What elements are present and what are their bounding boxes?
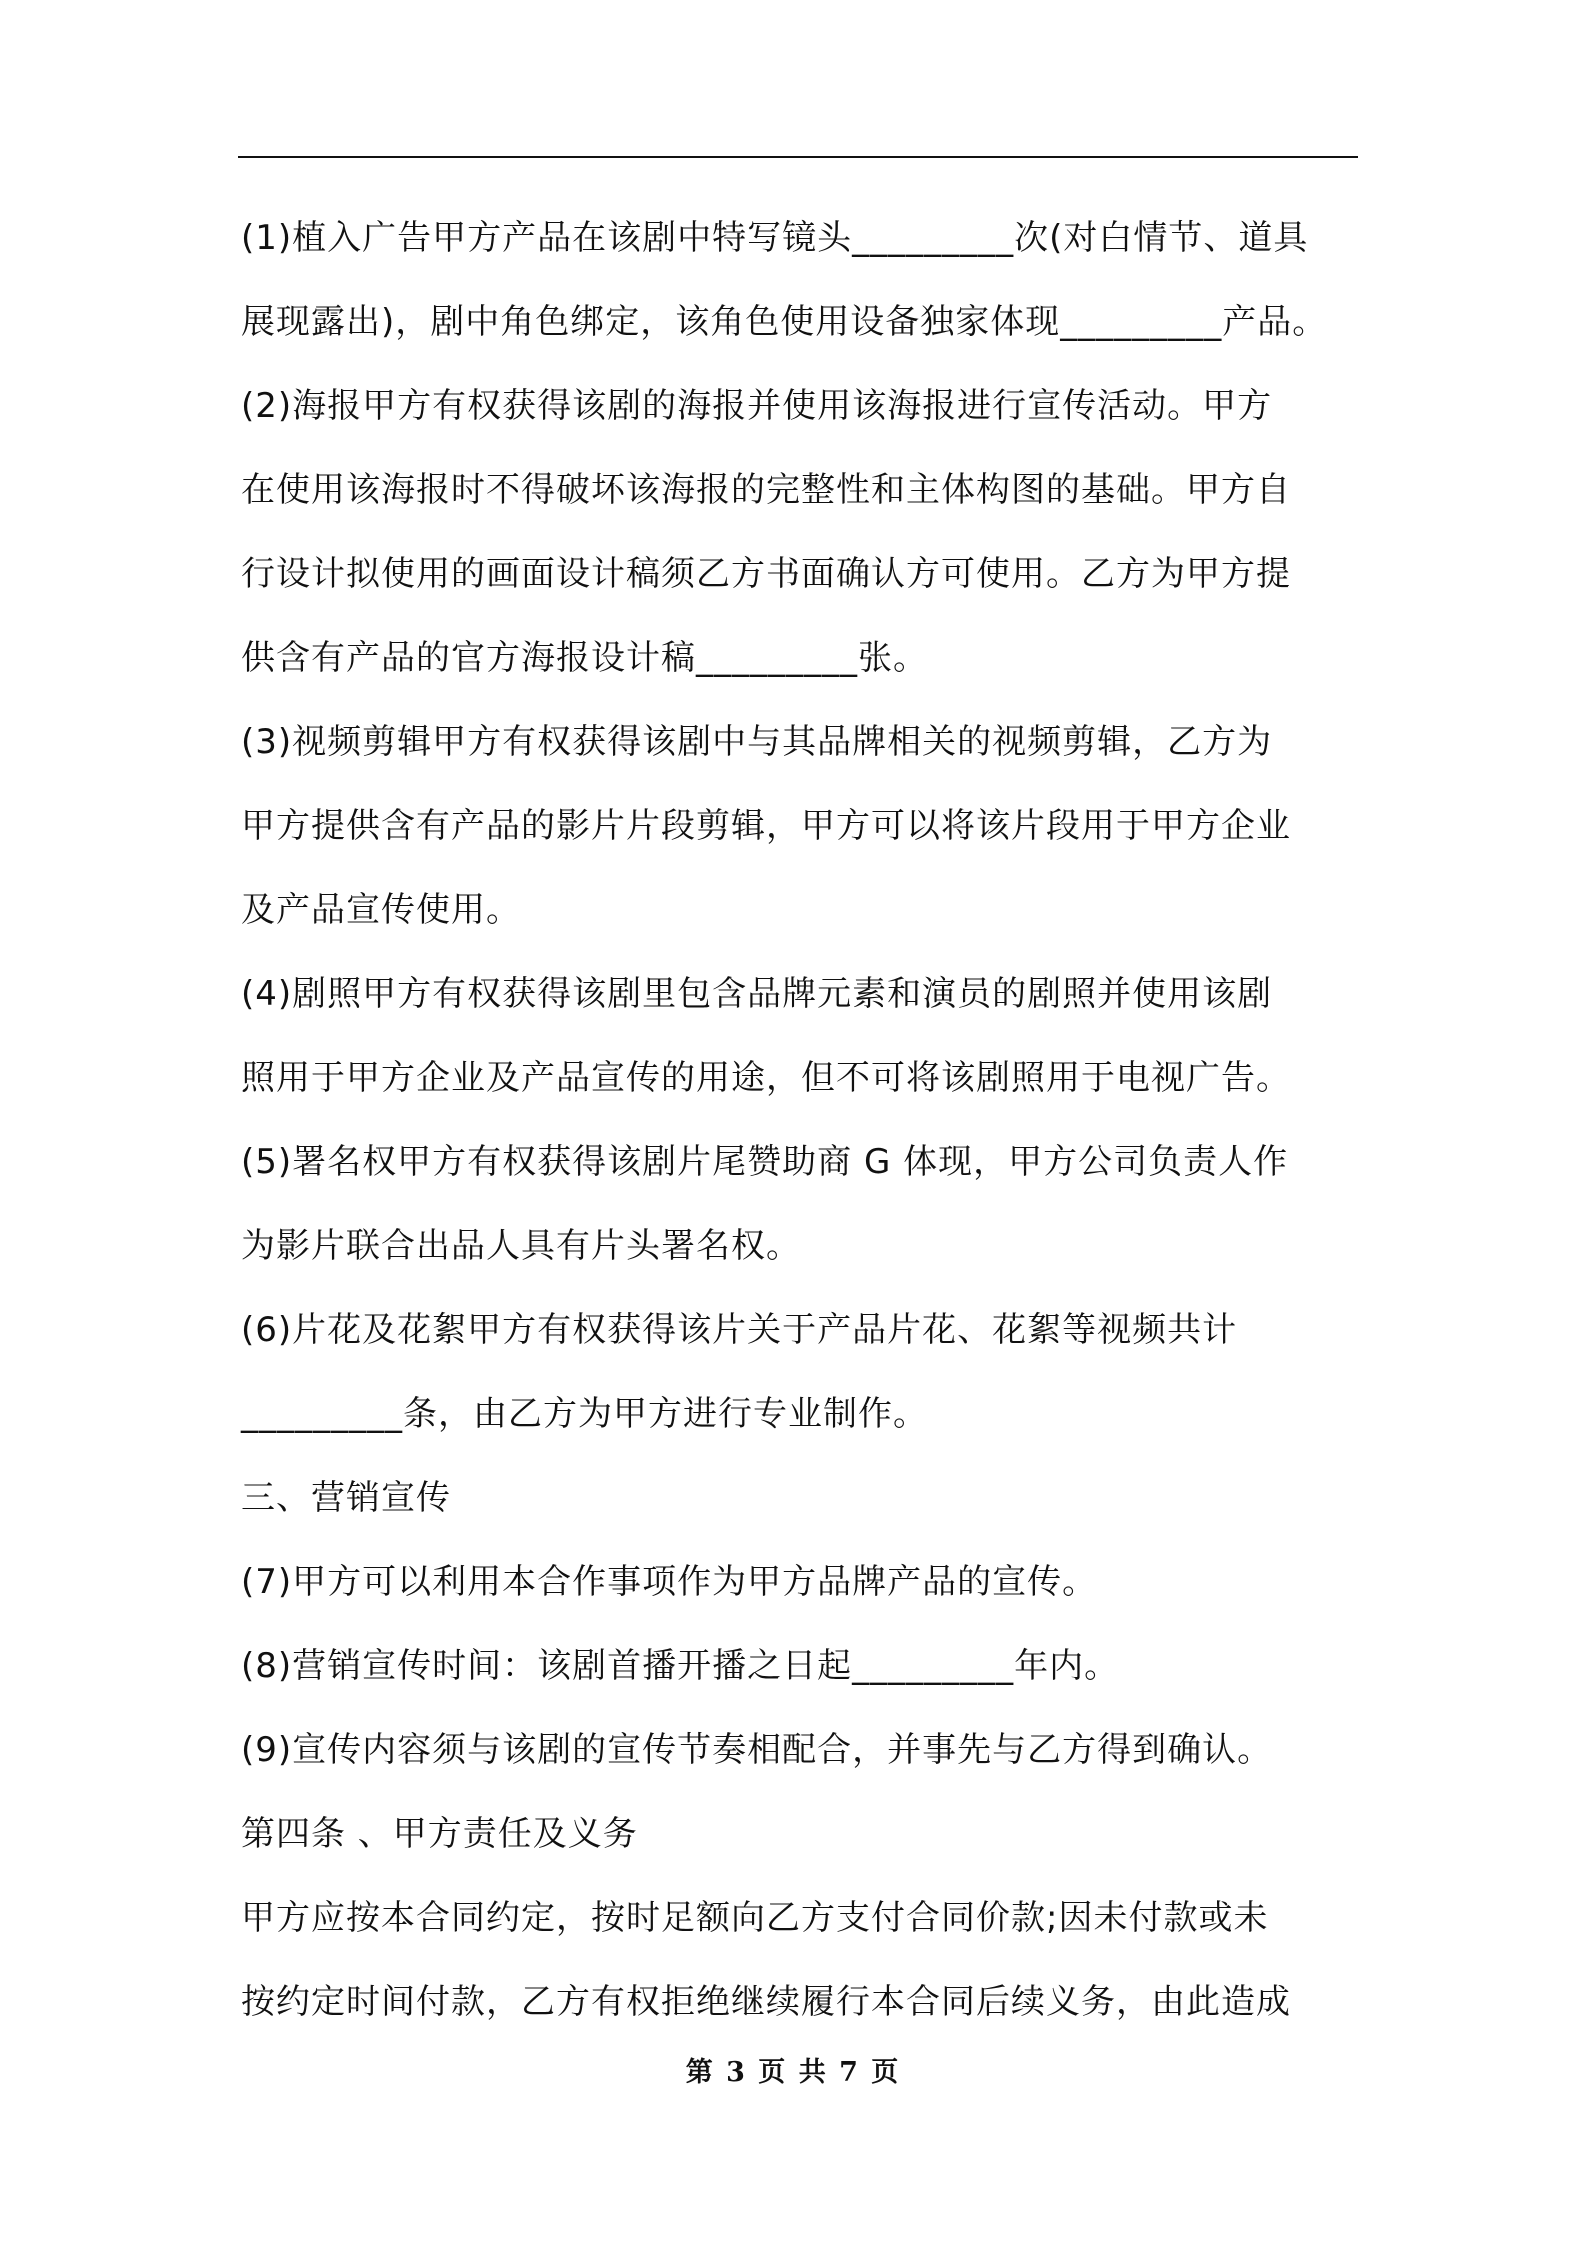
clause-2-line-1: (2)海报甲方有权获得该剧的海报并使用该海报进行宣传活动。甲方 xyxy=(241,386,1273,426)
clause-3-line-1: (3)视频剪辑甲方有权获得该剧中与其品牌相关的视频剪辑，乙方为 xyxy=(241,722,1273,762)
clause-9-line-1: (9)宣传内容须与该剧的宣传节奏相配合，并事先与乙方得到确认。 xyxy=(241,1730,1273,1770)
header-rule xyxy=(238,156,1358,158)
clause-7-line-1: (7)甲方可以利用本合作事项作为甲方品牌产品的宣传。 xyxy=(241,1562,1098,1602)
document-body xyxy=(241,196,1361,2044)
clause-3-line-3: 及产品宣传使用。 xyxy=(241,890,521,930)
page-number-footer: 第 3 页 共 7 页 xyxy=(685,2057,901,2088)
clause-5-line-1: (5)署名权甲方有权获得该剧片尾赞助商 G 体现，甲方公司负责人作 xyxy=(241,1142,1289,1182)
clause-2-line-3: 行设计拟使用的画面设计稿须乙方书面确认方可使用。乙方为甲方提 xyxy=(241,554,1291,594)
clause-4-line-2: 照用于甲方企业及产品宣传的用途，但不可将该剧照用于电视广告。 xyxy=(241,1058,1291,1098)
section-heading-marketing: 三、营销宣传 xyxy=(241,1478,451,1518)
article-4-line-2: 按约定时间付款，乙方有权拒绝继续履行本合同后续义务，由此造成 xyxy=(241,1982,1291,2022)
clause-2-line-4: 供含有产品的官方海报设计稿_________张。 xyxy=(241,638,928,678)
clause-1-line-1: (1)植入广告甲方产品在该剧中特写镜头_________次(对白情节、道具 xyxy=(241,218,1309,258)
clause-8-line-1: (8)营销宣传时间：该剧首播开播之日起_________年内。 xyxy=(241,1646,1120,1686)
clause-4-line-1: (4)剧照甲方有权获得该剧里包含品牌元素和演员的剧照并使用该剧 xyxy=(241,974,1273,1014)
article-4-heading: 第四条 、甲方责任及义务 xyxy=(241,1814,638,1854)
clause-6-line-1: (6)片花及花絮甲方有权获得该片关于产品片花、花絮等视频共计 xyxy=(241,1310,1238,1350)
clause-6-line-2: _________条，由乙方为甲方进行专业制作。 xyxy=(241,1394,928,1434)
clause-3-line-2: 甲方提供含有产品的影片片段剪辑，甲方可以将该片段用于甲方企业 xyxy=(241,806,1291,846)
clause-2-line-2: 在使用该海报时不得破坏该海报的完整性和主体构图的基础。甲方自 xyxy=(241,470,1291,510)
article-4-line-1: 甲方应按本合同约定，按时足额向乙方支付合同价款;因未付款或未 xyxy=(241,1898,1269,1938)
clause-1-line-2: 展现露出)，剧中角色绑定，该角色使用设备独家体现_________产品。 xyxy=(241,302,1328,342)
clause-5-line-2: 为影片联合出品人具有片头署名权。 xyxy=(241,1226,801,1266)
